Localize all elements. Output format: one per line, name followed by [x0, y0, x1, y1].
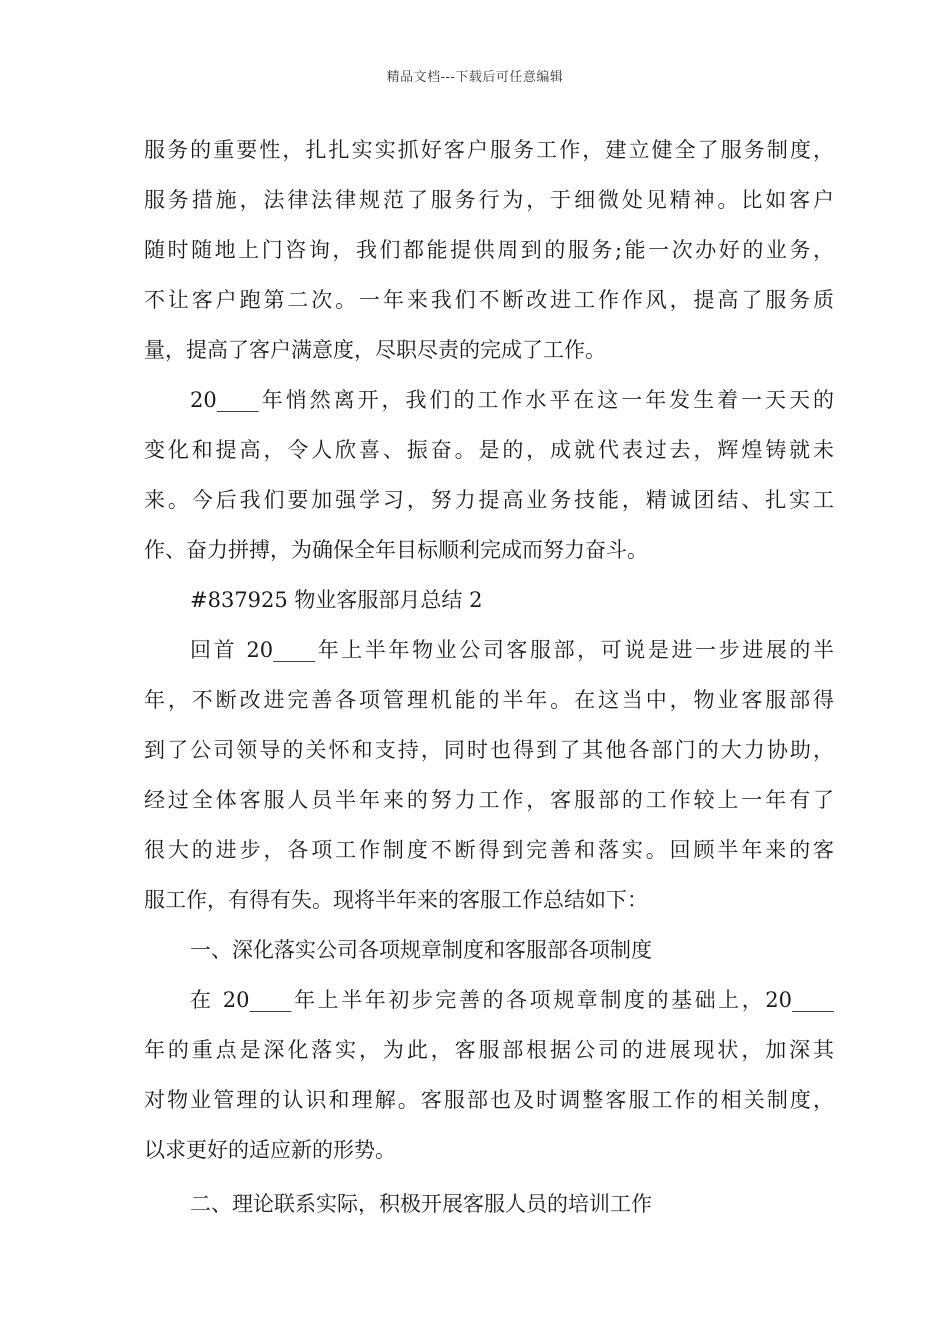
text-line: 随时随地上门咨询，我们都能提供周到的服务;能一次办好的业务， [144, 238, 834, 262]
subheading-one [144, 925, 834, 975]
text-line: 在 20____年上半年初步完善的各项规章制度的基础上，20____ [190, 988, 834, 1012]
text-line: 量，提高了客户满意度，尽职尽责的完成了工作。 [144, 338, 606, 362]
text-line: 年，不断改进完善各项管理机能的半年。在这当中，物业客服部得 [144, 688, 834, 712]
text-line: 对物业管理的认识和理解。客服部也及时调整客服工作的相关制度， [144, 1088, 834, 1112]
text-line: 年的重点是深化落实，为此，客服部根据公司的进展现状，加深其 [144, 1038, 834, 1062]
text-line: 服务措施，法律法律规范了服务行为，于细微处见精神。比如客户 [144, 188, 834, 212]
paragraph-half-year-review [144, 625, 834, 925]
text-line: 以求更好的适应新的形势。 [144, 1138, 396, 1162]
subsection-heading: 一、深化落实公司各项规章制度和客服部各项制度 [190, 938, 652, 962]
text-line: 服工作，有得有失。现将半年来的客服工作总结如下： [144, 888, 648, 912]
subheading-two [144, 1179, 834, 1229]
section-heading: #837925 物业客服部月总结 2 [190, 588, 483, 612]
text-line: 来。今后我们要加强学习，努力提高业务技能，精诚团结、扎实工 [144, 488, 834, 512]
document-body [144, 125, 834, 1229]
text-line: 作、奋力拼搏，为确保全年目标顺利完成而努力奋斗。 [144, 538, 648, 562]
section-title [144, 575, 834, 625]
text-line: 回首 20____年上半年物业公司客服部，可说是进一步进展的半 [190, 638, 834, 662]
page-header: 精品文档---下载后可任意编辑 [386, 70, 564, 85]
text-line: 很大的进步，各项工作制度不断得到完善和落实。回顾半年来的客 [144, 838, 834, 862]
paragraph-regulations [144, 975, 834, 1175]
paragraph-year-review [144, 375, 834, 575]
text-line: 不让客户跑第二次。一年来我们不断改进工作作风，提高了服务质 [144, 288, 834, 312]
text-line: 20____年悄然离开，我们的工作水平在这一年发生着一天天的 [190, 388, 834, 412]
text-line: 到了公司领导的关怀和支持，同时也得到了其他各部门的大力协助， [144, 738, 834, 762]
paragraph-service-summary [144, 125, 834, 375]
text-line: 经过全体客服人员半年来的努力工作，客服部的工作较上一年有了 [144, 788, 834, 812]
text-line: 服务的重要性，扎扎实实抓好客户服务工作，建立健全了服务制度， [144, 138, 834, 162]
text-line: 变化和提高，令人欣喜、振奋。是的，成就代表过去，辉煌铸就未 [144, 438, 834, 462]
subsection-heading: 二、理论联系实际，积极开展客服人员的培训工作 [190, 1192, 652, 1216]
